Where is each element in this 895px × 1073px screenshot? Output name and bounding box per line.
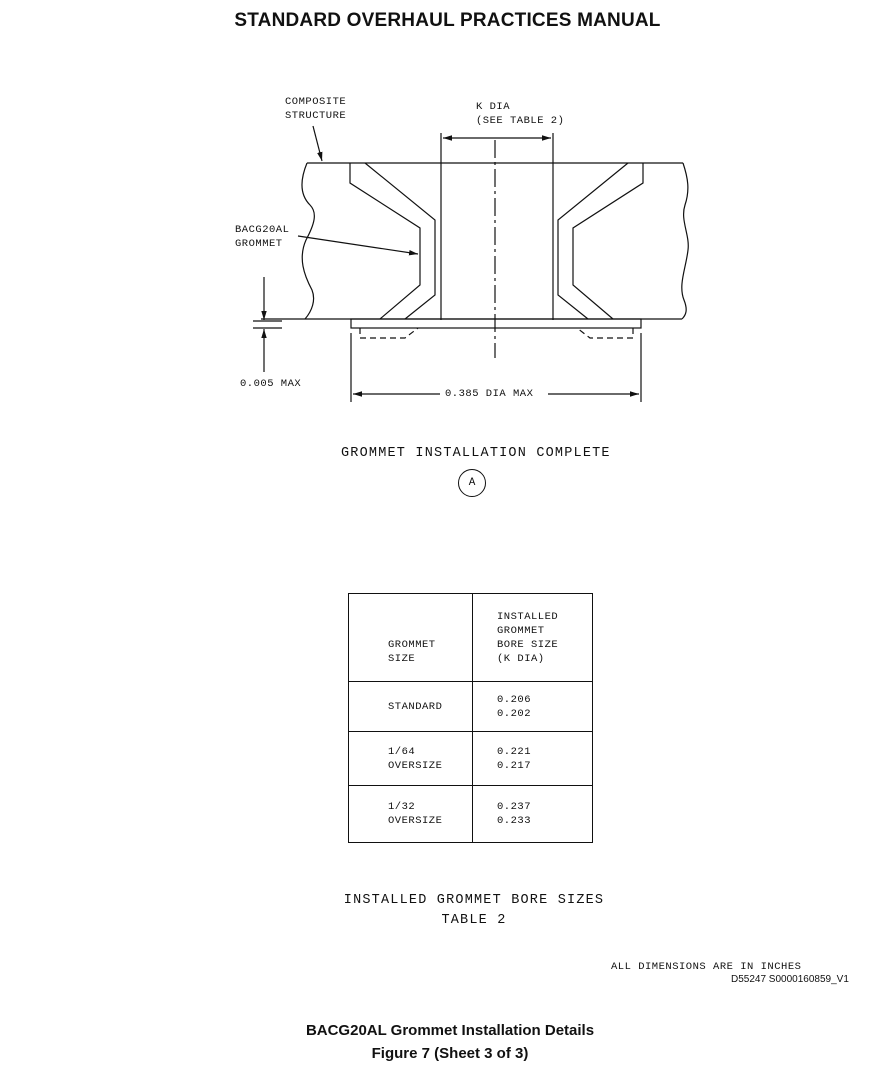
dimensions-note: ALL DIMENSIONS ARE IN INCHES xyxy=(611,961,802,973)
table-caption: INSTALLED GROMMET BORE SIZES xyxy=(343,893,605,908)
figure-sheet: Figure 7 (Sheet 3 of 3) xyxy=(371,1045,529,1062)
right-break-line xyxy=(682,163,688,319)
view-letter-circle xyxy=(458,469,486,497)
grommet-leader xyxy=(298,236,418,254)
table-number: TABLE 2 xyxy=(441,913,507,928)
table-row xyxy=(349,682,593,732)
view-caption: GROMMET INSTALLATION COMPLETE xyxy=(341,446,611,461)
flush-tolerance-label: 0.005 MAX xyxy=(240,378,302,390)
composite-structure-leader xyxy=(313,126,322,161)
k-dia-label: K DIA (SEE TABLE 2) xyxy=(476,101,565,127)
cell-bore: 0.237 0.233 xyxy=(473,786,593,843)
hidden-edge-right xyxy=(577,328,633,338)
header-grommet-size: GROMMET SIZE xyxy=(349,594,473,682)
max-diameter-label: 0.385 DIA MAX xyxy=(445,388,534,400)
cell-size: 1/32 OVERSIZE xyxy=(349,786,473,843)
grommet-label: BACG20AL GROMMET xyxy=(235,224,290,250)
left-break-line xyxy=(302,163,314,319)
bore-size-table xyxy=(348,593,593,843)
view-letter: A xyxy=(468,477,476,489)
drawing-id: D55247 S0000160859_V1 xyxy=(731,974,849,985)
header-bore-size: INSTALLED GROMMET BORE SIZE (K DIA) xyxy=(473,594,593,682)
cell-bore: 0.206 0.202 xyxy=(473,682,593,732)
figure-title: BACG20AL Grommet Installation Details xyxy=(305,1022,595,1039)
grommet-right-profile xyxy=(558,163,643,319)
manual-title: STANDARD OVERHAUL PRACTICES MANUAL xyxy=(234,10,661,31)
hidden-edge-left xyxy=(360,328,418,338)
cell-size: 1/64 OVERSIZE xyxy=(349,732,473,786)
table-header-row xyxy=(349,594,593,682)
table-row xyxy=(349,786,593,843)
grommet-left-profile xyxy=(350,163,435,319)
cell-bore: 0.221 0.217 xyxy=(473,732,593,786)
table-row xyxy=(349,732,593,786)
composite-structure-label: COMPOSITE STRUCTURE xyxy=(285,96,347,122)
cell-size: STANDARD xyxy=(349,682,473,732)
grommet-flange xyxy=(351,319,641,328)
